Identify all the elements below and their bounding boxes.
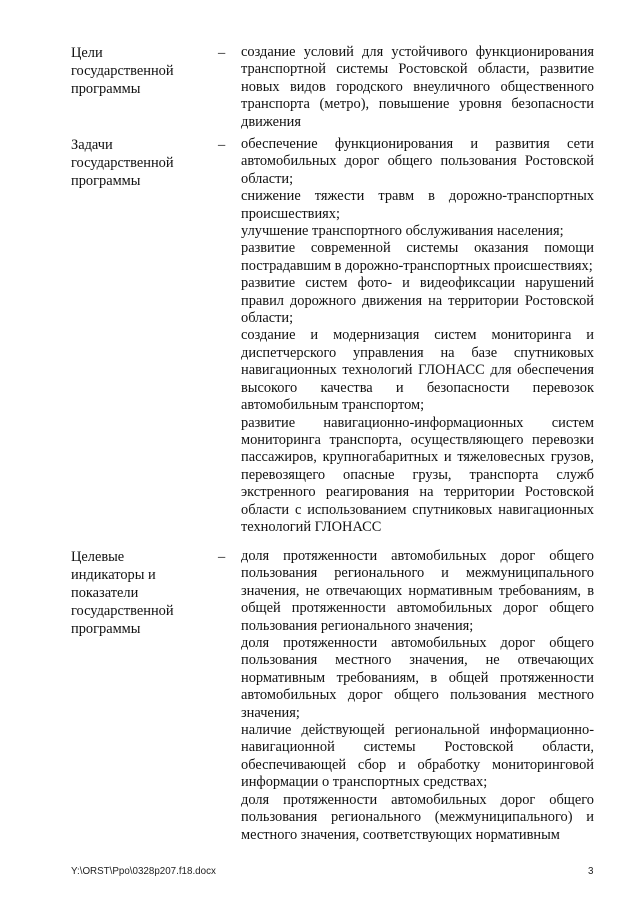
label-line: Целевые [71,549,125,565]
footer-file-path: Y:\ORST\Ppo\0328p207.f18.docx [71,866,216,877]
label-line: программы [71,173,141,189]
paragraph: развитие систем фото- и видеофиксации нарушений правил дорожного движения на территории Ростовской области; [241,275,594,327]
label-line: государственной [71,603,174,619]
section-content [241,44,594,131]
label-line: индикаторы и [71,567,156,583]
label-line: показатели [71,585,139,601]
section-content [241,136,594,536]
paragraph: развитие навигационно-информационных систем мониторинга транспорта, осуществляющего перевозки пассажиров, крупногабаритных и тяжеловесных грузов, перевозящего опасные грузы, транспорта служб экстренного реагирования на территории Ростовской области с использованием спутниковых навигационных технологий ГЛОНАСС [241,414,594,535]
page-number: 3 [588,866,594,877]
dash-separator: – [218,45,226,61]
label-line: Задачи [71,137,113,153]
paragraph: развитие современной системы оказания помощи пострадавшим в дорожно-транспортных происшествиях; [241,240,594,274]
section-label [71,548,211,638]
dash-separator: – [218,549,226,565]
paragraph: доля протяженности автомобильных дорог общего пользования регионального (межмуниципального) и местного значения, соответствующих нормативным [241,791,594,843]
label-line: программы [71,81,141,97]
dash-separator: – [218,137,226,153]
label-line: государственной [71,155,174,171]
section-content [241,548,594,844]
label-line: Цели [71,45,103,61]
paragraph: доля протяженности автомобильных дорог общего пользования местного значения, не отвечающих нормативным требованиям, в общей протяженности автомобильных дорог общего пользования местного значения; [241,635,594,721]
paragraph: создание и модернизация систем мониторинга и диспетчерского управления на базе спутниковых навигационных технологий ГЛОНАСС для обеспечения высокого качества и безопасности перевозок автомобильным транспортом; [241,327,594,414]
paragraph: наличие действующей региональной информационно-навигационной системы Ростовской области, обеспечивающей сбор и обработку мониторинговой информации о транспортных средствах; [241,722,594,791]
label-line: программы [71,621,141,637]
paragraph: создание условий для устойчивого функционирования транспортной системы Ростовской области, развитие новых видов городского внеуличного общественного транспорта (метро), повышение уровня безопасности движения [241,44,594,130]
paragraph: доля протяженности автомобильных дорог общего пользования регионального и межмуниципального значения, не отвечающих нормативным требованиям, в общей протяженности автомобильных дорог общего пользования регионального значения; [241,548,594,634]
paragraph: снижение тяжести травм в дорожно-транспортных происшествиях; [241,188,594,222]
section-label [71,136,211,190]
paragraph: обеспечение функционирования и развития сети автомобильных дорог общего пользования Ростовской области; [241,136,594,187]
paragraph: улучшение транспортного обслуживания населения; [241,223,564,240]
section-label [71,44,211,98]
label-line: государственной [71,63,174,79]
